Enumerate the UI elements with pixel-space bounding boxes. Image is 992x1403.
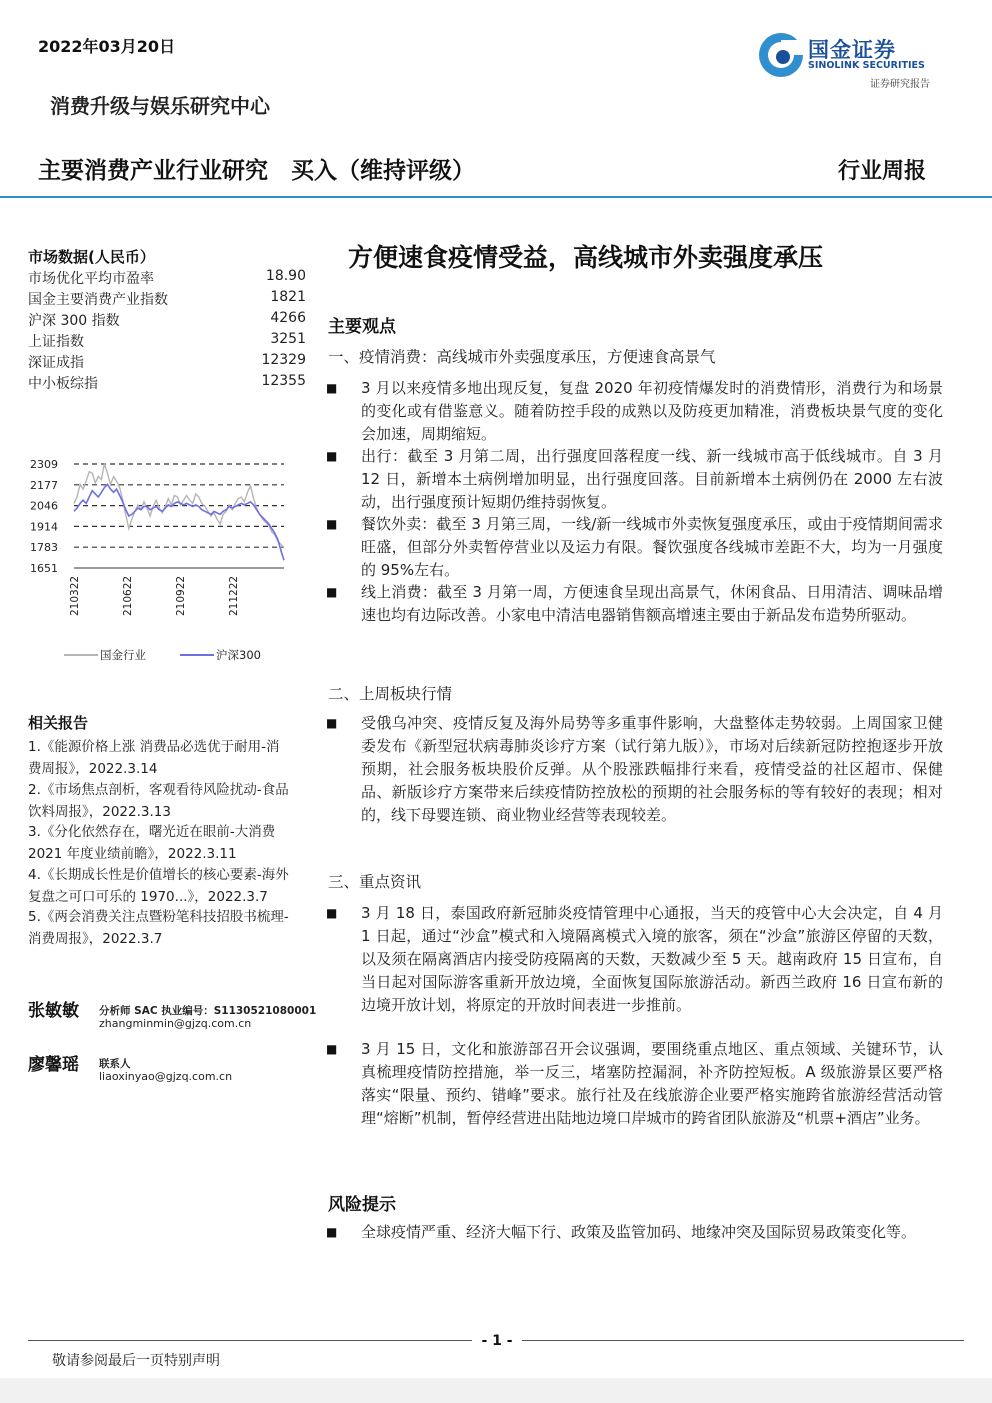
- logo-english-name: SINOLINK SECURITIES: [808, 60, 925, 71]
- report-type: 行业周报: [838, 158, 927, 184]
- market-data-value: 4266: [270, 310, 306, 326]
- related-report-line: 复盘之可口可乐的 1970...》，2022.3.7: [28, 889, 268, 905]
- related-report-line: 3.《分化依然存在，曙光近在眼前-大消费: [28, 824, 276, 840]
- market-data-row: [28, 373, 306, 394]
- related-report-item[interactable]: [28, 779, 320, 823]
- y-tick-label: 1651: [30, 562, 58, 575]
- related-report-item[interactable]: [28, 821, 320, 865]
- market-data-label: 中小板综指: [28, 376, 98, 392]
- page-number: - 1 -: [472, 1333, 522, 1349]
- logo-subtitle: 证券研究报告: [870, 79, 930, 90]
- analyst-role: 分析师 SAC 执业编号：S1130521080001: [99, 1005, 317, 1017]
- related-report-line: 1.《能源价格上涨 消费品必选优于耐用-消: [28, 739, 280, 755]
- y-tick-label: 2046: [30, 499, 58, 513]
- related-report-line: 2021 年度业绩前瞻》，2022.3.11: [28, 846, 237, 862]
- related-report-item[interactable]: [28, 864, 320, 908]
- contact-role: 联系人: [99, 1058, 131, 1070]
- risk-heading: 风险提示: [328, 1195, 396, 1215]
- market-data-value: 3251: [270, 331, 306, 347]
- x-tick-label: 210322: [69, 575, 81, 616]
- market-data-label: 上证指数: [28, 334, 84, 350]
- market-data-label: 沪深 300 指数: [28, 313, 120, 329]
- market-data-row: [28, 289, 306, 310]
- related-report-item[interactable]: [28, 906, 320, 950]
- analyst-name: 张敏敏: [28, 1001, 79, 1021]
- related-report-line: 费周报》，2022.3.14: [28, 761, 158, 777]
- logo-chinese-name: 国金证券: [808, 38, 896, 62]
- x-tick-label: 210922: [175, 575, 187, 616]
- section-2-title: 二、上周板块行情: [328, 685, 453, 703]
- section-3-paragraph: 3 月 18 日，泰国政府新冠肺炎疫情管理中心通报，当天的疫管中心大会决定，自 4 月 1 日起，通过“沙盒”模式和入境隔离模式入境的旅客，须在“沙盒”旅游区停留的天数，以及须在隔离酒店内接受防疫隔离的天数，天数减少至 5 天。越南政府 15 日宣布，自当日起对国际游客重新开放边境，全面恢复国际旅游活动。新西兰政府 16 日宣布新的边境开放计划，将原定的开放时间表进一步推前。: [361, 904, 943, 1014]
- page-bottom-band: [0, 1378, 992, 1403]
- section-3-paragraph: 3 月 15 日，文化和旅游部召开会议强调，要围绕重点地区、重点领域、关键环节，认真梳理疫情防控措施，举一反三，堵塞防控漏洞，补齐防控短板。A 级旅游景区要严格落实“限量、预约、错峰”要求。旅行社及在线旅游企业要严格实施跨省旅游经营活动管理“熔断”机制，暂停经营进出陆地边境口岸城市的跨省团队旅游及“机票+酒店”业务。: [361, 1040, 943, 1127]
- bullet-icon: ■: [326, 1225, 338, 1239]
- market-data-value: 12329: [261, 352, 306, 368]
- bullet-icon: ■: [326, 449, 338, 463]
- y-tick-label: 2309: [30, 458, 58, 471]
- report-title: 方便速食疫情受益，高线城市外卖强度承压: [348, 243, 824, 272]
- report-date: 2022年03月20日: [38, 37, 176, 56]
- index-line-chart: [22, 440, 322, 670]
- section-1-paragraph: 3 月以来疫情多地出现反复，复盘 2020 年初疫情爆发时的消费情形，消费行为和场景的变化或有借鉴意义。随着防控手段的成熟以及防疫更加精准，消费板块景气度的变化会加速，周期缩短。: [361, 379, 943, 443]
- market-data-label: 国金主要消费产业指数: [28, 292, 168, 308]
- bullet-icon: ■: [326, 585, 338, 599]
- legend-label: 沪深300: [216, 648, 261, 662]
- market-data-row: [28, 268, 306, 289]
- market-data-label: 市场优化平均市盈率: [28, 271, 154, 287]
- section-1-paragraph: 出行：截至 3 月第二周，出行强度回落程度一线、新一线城市高于低线城市。自 3 月 12 日，新增本土病例增加明显，出行强度回落。目前新增本土病例仍在 2000 左右波动，出行强度预计短期仍维持弱恢复。: [361, 447, 943, 511]
- x-tick-label: 211222: [228, 575, 240, 616]
- industry-rating: 主要消费产业行业研究 买入（维持评级）: [38, 158, 475, 184]
- market-data-row: [28, 352, 306, 373]
- analyst-email[interactable]: zhangminmin@gjzq.com.cn: [99, 1017, 252, 1030]
- bullet-icon: ■: [326, 1042, 338, 1056]
- research-center: 消费升级与娱乐研究中心: [50, 94, 270, 118]
- contact-email[interactable]: liaoxinyao@gjzq.com.cn: [99, 1070, 233, 1083]
- contact-name: 廖馨瑶: [28, 1055, 79, 1075]
- section-1-paragraph: 线上消费：截至 3 月第一周，方便速食呈现出高景气，休闲食品、日用清洁、调味品增速也均有边际改善。小家电中清洁电器销售额高增速主要由于新品发布造势所驱动。: [361, 583, 943, 624]
- related-report-item[interactable]: [28, 736, 320, 780]
- market-data-value: 18.90: [265, 268, 306, 284]
- y-tick-label: 1783: [30, 541, 58, 555]
- market-data-heading: 市场数据(人民币）: [28, 248, 155, 266]
- related-report-line: 4.《长期成长性是价值增长的核心要素-海外: [28, 867, 289, 883]
- header-divider: [0, 196, 992, 198]
- market-data-row: [28, 310, 306, 331]
- legend-label: 国金行业: [100, 648, 146, 662]
- related-report-line: 消费周报》，2022.3.7: [28, 931, 163, 947]
- risk-paragraph: 全球疫情严重、经济大幅下行、政策及监管加码、地缘冲突及国际贸易政策变化等。: [361, 1223, 917, 1241]
- market-data-label: 深证成指: [28, 355, 84, 371]
- key-points-heading: 主要观点: [328, 317, 396, 337]
- related-report-line: 2.《市场焦点剖析，客观看待风险扰动-食品: [28, 782, 289, 798]
- bullet-icon: ■: [326, 381, 338, 395]
- section-1-paragraph: 餐饮外卖：截至 3 月第三周，一线/新一线城市外卖恢复强度承压，或由于疫情期间需求旺盛，但部分外卖暂停营业以及运力有限。餐饮强度各线城市差距不大，均为一月强度的 95%左右。: [361, 515, 943, 579]
- bullet-icon: ■: [326, 716, 338, 730]
- market-data-value: 12355: [261, 373, 306, 389]
- market-data-row: [28, 331, 306, 352]
- market-data-value: 1821: [270, 289, 306, 305]
- section-1-title: 一、疫情消费：高线城市外卖强度承压，方便速食高景气: [328, 348, 716, 366]
- bullet-icon: ■: [326, 517, 338, 531]
- section-3-title: 三、重点资讯: [328, 873, 422, 891]
- logo-mark-icon: [756, 30, 806, 80]
- disclaimer-note: 敬请参阅最后一页特别声明: [52, 1353, 220, 1369]
- related-reports-heading: 相关报告: [28, 714, 89, 732]
- related-report-line: 饮料周报》，2022.3.13: [28, 804, 171, 820]
- bullet-icon: ■: [326, 906, 338, 920]
- y-tick-label: 1914: [30, 520, 58, 534]
- x-tick-label: 210622: [122, 575, 134, 616]
- related-report-line: 5.《两会消费关注点暨粉笔科技招股书梳理-: [28, 909, 289, 925]
- sinolink-logo: [756, 30, 946, 90]
- y-tick-label: 2177: [30, 478, 58, 492]
- section-2-paragraph: 受俄乌冲突、疫情反复及海外局势等多重事件影响，大盘整体走势较弱。上周国家卫健委发布《新型冠状病毒肺炎诊疗方案（试行第九版）》，市场对后续新冠防控抱逐步开放预期，社会服务板块股价反弹。从个股涨跌幅排行来看，疫情受益的社区超市、保健品、新版诊疗方案带来后续疫情防控放松的预期的社会服务标的等有较好的表现；相对的，线下母婴连锁、商业物业经营等表现较差。: [361, 714, 943, 824]
